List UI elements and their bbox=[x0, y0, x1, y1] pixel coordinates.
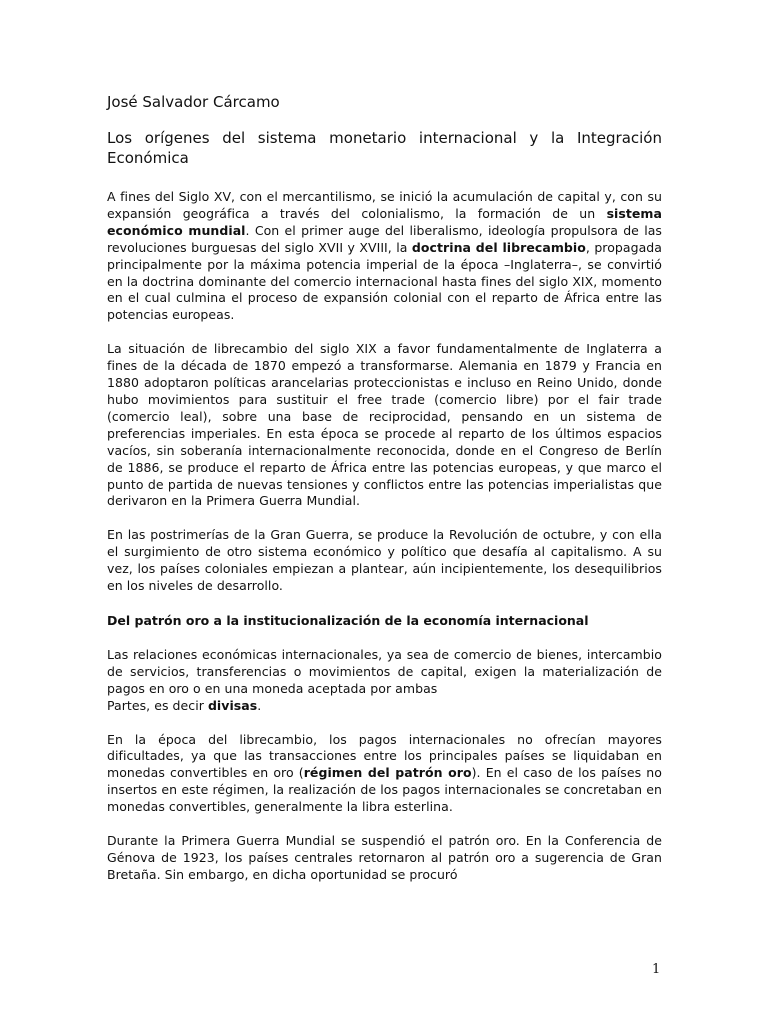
paragraph-3 bbox=[107, 527, 662, 595]
text-run: . Con el primer auge del liberalismo, ideología propulsora de las revoluciones burguesas del siglo XVII y XVIII, la bbox=[107, 222, 662, 255]
text-run: . bbox=[257, 697, 262, 713]
text-run: Durante la Primera Guerra Mundial se suspendió el patrón oro. En la Conferencia de Génova de 1923, los países centrales retornaron al patrón oro a sugerencia de Gran Bretaña. Sin embargo, en dicha oportunidad se procuró bbox=[107, 833, 662, 882]
paragraph-6 bbox=[107, 833, 662, 884]
author-name: José Salvador Cárcamo bbox=[107, 93, 280, 111]
text-run: , propagada principalmente por la máxima potencia imperial de la época –Inglaterra–, se convirtió en la doctrina dominante del comercio internacional hasta fines del siglo XIX, momento en el cual culmina el proceso de expansión colonial con el reparto de África entre las potencias europeas. bbox=[107, 239, 662, 323]
bold-term: sistema económico mundial bbox=[107, 205, 662, 238]
page-number: 1 bbox=[652, 962, 661, 977]
paragraph-2 bbox=[107, 341, 662, 510]
bold-term: régimen del patrón oro bbox=[303, 765, 472, 781]
text-run: En las postrimerías de la Gran Guerra, se produce la Revolución de octubre, y con ella el surgimiento de otro sistema económico y político que desafía al capitalismo. A su vez, los países coloniales empiezan a plantear, aún incipientemente, los desequilibrios en los niveles de desarrollo. bbox=[107, 527, 662, 594]
text-run: ). En el caso de los países no insertos en este régimen, la realización de los pagos internacionales se concretaban en monedas convertibles, generalmente la libra esterlina. bbox=[107, 765, 662, 815]
text-run: Las relaciones económicas internacionales, ya sea de comercio de bienes, intercambio de servicios, transferencias o movimientos de capital, exigen la materialización de pagos en oro o en una moneda aceptada por ambas bbox=[107, 646, 662, 696]
document-title: Los orígenes del sistema monetario internacional y la Integración Económica bbox=[107, 129, 662, 167]
text-run: La situación de librecambio del siglo XIX a favor fundamentalmente de Inglaterra a fines de la década de 1870 empezó a transformarse. Alemania en 1879 y Francia en 1880 adoptaron políticas arancelarias proteccionistas e incluso en Reino Unido, donde hubo movimientos para sustituir el free trade (comercio libre) por el fair trade (comercio leal), sobre una base de reciprocidad, pensando en un sistema de preferencias imperiales. En esta época se procede al reparto de los últimos espacios vacíos, sin soberanía internacionalmente reconocida, donde en el Congreso de Berlín de 1886, se produce el reparto de África entre las potencias europeas, y que marco el punto de partida de nuevas tensiones y conflictos entre las potencias imperialistas que derivaron en la Primera Guerra Mundial. bbox=[107, 341, 662, 509]
section-heading: Del patrón oro a la institucionalización de la economía internacional bbox=[107, 612, 589, 628]
paragraph-1 bbox=[107, 189, 662, 324]
text-run: A fines del Siglo XV, con el mercantilismo, se inició la acumulación de capital y, con su expansión geográfica a través del colonialismo, la formación de un bbox=[107, 189, 662, 221]
paragraph-4 bbox=[107, 647, 662, 715]
paragraph-5 bbox=[107, 732, 662, 817]
text-run: Partes, es decir bbox=[107, 697, 208, 713]
text-run: En la época del librecambio, los pagos internacionales no ofrecían mayores dificultades, ya que las transacciones entre los principales países se liquidaban en monedas convertibles en oro ( bbox=[107, 731, 662, 781]
document-page bbox=[107, 92, 662, 901]
bold-term: doctrina del librecambio bbox=[411, 239, 586, 255]
bold-term: divisas bbox=[207, 697, 258, 713]
